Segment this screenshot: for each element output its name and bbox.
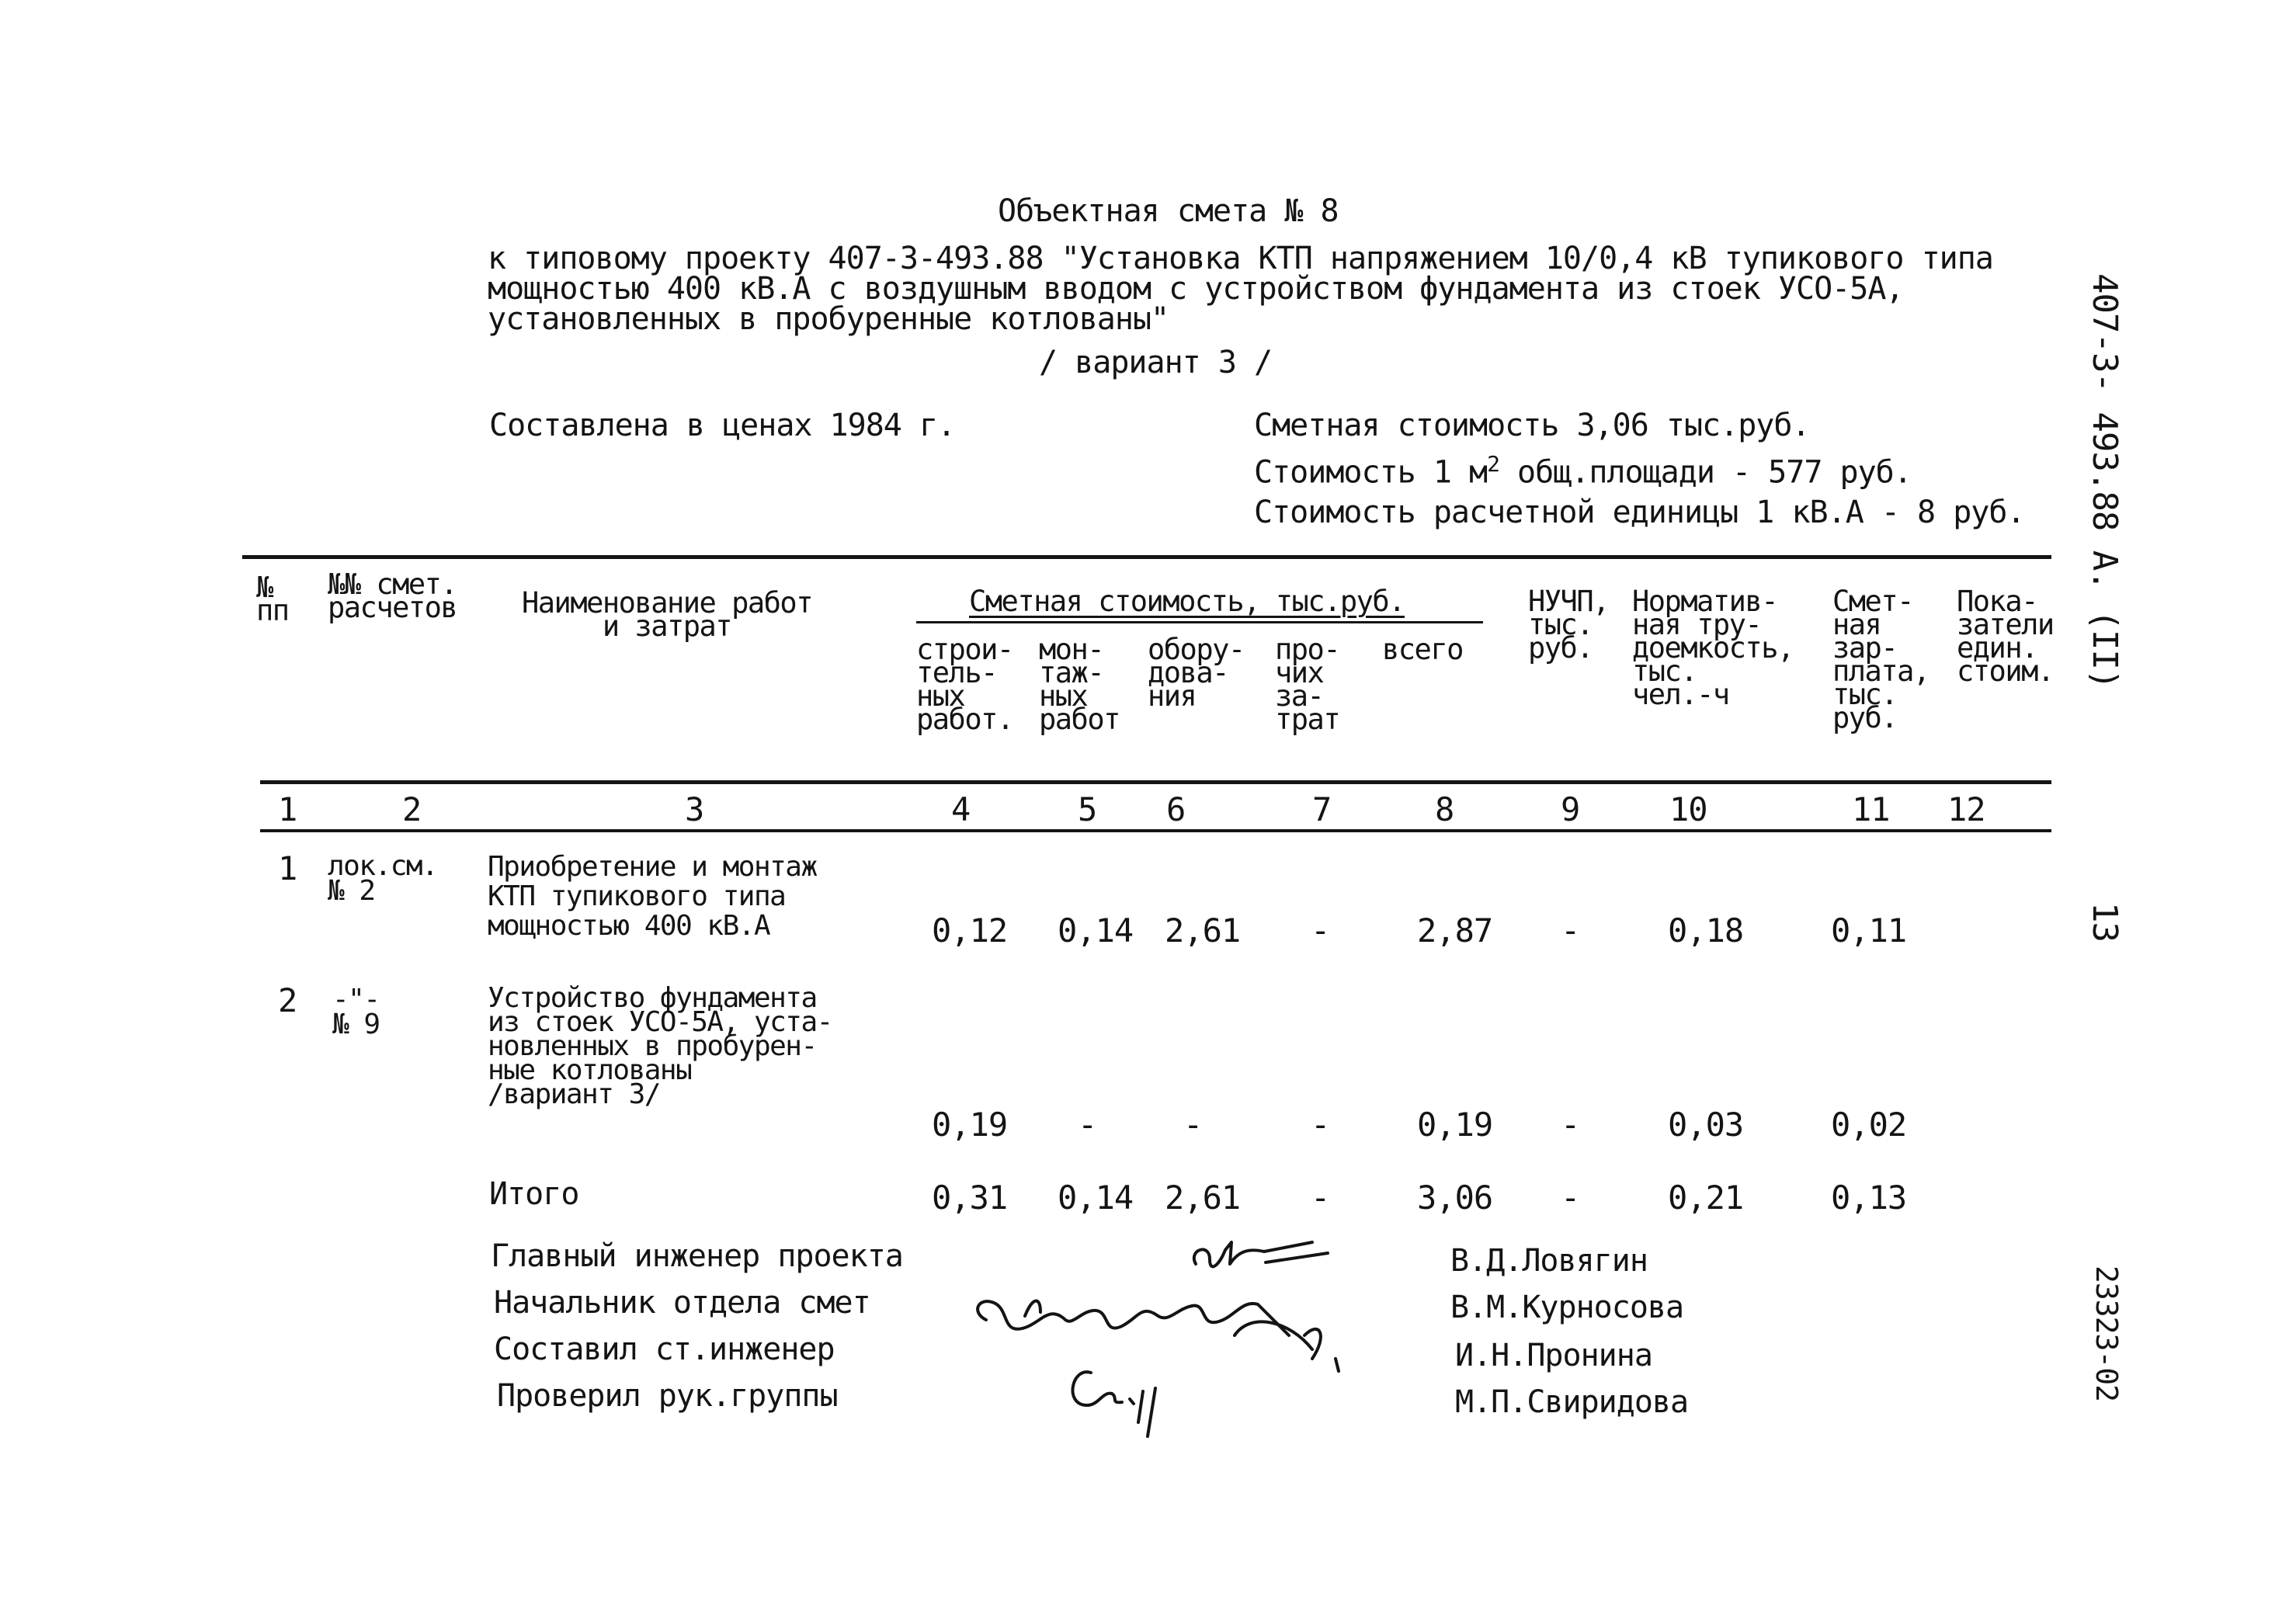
signature-role-compiler: Составил ст.инженер	[494, 1332, 835, 1367]
cost-per-m2-suffix: общ.площади - 577 руб.	[1499, 454, 1912, 491]
col-number-1: 1	[278, 790, 297, 828]
signature-name-department-head: В.М.Курносова	[1450, 1290, 1684, 1325]
total-other: -	[1311, 1179, 1330, 1217]
header-unit-cost: Пока- затели един. стоим.	[1957, 585, 2054, 688]
total-nuchp: -	[1561, 1179, 1580, 1217]
total-construction: 0,31	[932, 1179, 1008, 1217]
margin-doc-code: 407-3- 493.88 А. (II)	[2085, 273, 2124, 689]
row-1-other: -	[1311, 911, 1330, 950]
col-number-11: 11	[1852, 790, 1890, 828]
total-wages: 0,13	[1831, 1179, 1907, 1217]
header-nuchp: НУЧП, тыс. руб.	[1528, 585, 1609, 665]
group-header-underline	[916, 621, 1483, 623]
header-labor-norm: Норматив- ная тру- доемкость, тыс. чел.-ч	[1632, 585, 1794, 711]
total-total: 3,06	[1417, 1179, 1493, 1217]
signature-name-chief-engineer: В.Д.Ловягин	[1450, 1243, 1648, 1279]
col-number-5: 5	[1078, 790, 1097, 828]
row-2-other: -	[1311, 1106, 1330, 1144]
col-number-7: 7	[1312, 790, 1332, 828]
row-1-name: Приобретение и монтаж КТП тупикового типа мощностью 400 кВ.А	[488, 851, 817, 942]
row-1-equipment: 2,61	[1165, 911, 1241, 950]
col-number-10: 10	[1669, 790, 1707, 828]
row-1-ref: лок.см. № 2	[328, 850, 438, 907]
row-1-construction: 0,12	[932, 911, 1008, 950]
signature-name-compiler: И.Н.Пронина	[1455, 1338, 1652, 1373]
handwritten-signatures	[963, 1219, 1398, 1460]
row-2-installation: -	[1078, 1106, 1097, 1144]
col-number-6: 6	[1166, 790, 1186, 828]
header-wages: Смет- ная зар- плата, тыс. руб.	[1832, 585, 1930, 734]
col-numbers-bottom-rule	[260, 829, 2051, 832]
header-equipment: обору- дова- ния	[1148, 633, 1245, 713]
signature-name-checker: М.П.Свиридова	[1455, 1384, 1689, 1420]
row-1-labor: 0,18	[1668, 911, 1744, 950]
header-construction: строи- тель- ных работ.	[916, 633, 1013, 736]
row-1-wages: 0,11	[1831, 911, 1907, 950]
cost-per-m2-sup: 2	[1487, 451, 1499, 477]
col-number-8: 8	[1435, 790, 1454, 828]
cost-per-m2	[1254, 451, 1912, 491]
header-row-no: № пп	[256, 571, 289, 627]
doc-title: Объектная смета № 8	[998, 193, 1339, 229]
row-2-name: Устройство фундамента из стоек УСО-5А, уста- новленных в пробурен- ные котлованы /вариант 3/	[488, 982, 832, 1110]
margin-inventory-number: 23323-02	[2089, 1266, 2124, 1402]
header-bottom-rule	[260, 780, 2051, 784]
doc-description-line-2: мощностью 400 кВ.А с воздушным вводом с устройством фундамента из стоек УСО-5А,	[488, 271, 1904, 307]
signature-role-checker: Проверил рук.группы	[497, 1378, 838, 1414]
row-2-total: 0,19	[1417, 1106, 1493, 1144]
doc-description-line-1: к типовому проекту 407-3-493.88 "Установка КТП напряжением 10/0,4 кВ тупикового типа	[488, 241, 1993, 276]
col-number-12: 12	[1947, 790, 1985, 828]
row-2-equipment: -	[1183, 1106, 1203, 1144]
header-other: про- чих за- трат	[1275, 633, 1340, 736]
row-2-ref: -"- № 9	[332, 984, 380, 1040]
col-number-9: 9	[1561, 790, 1580, 828]
signature-role-department-head: Начальник отдела смет	[494, 1285, 870, 1321]
signature-role-chief-engineer: Главный инженер проекта	[491, 1238, 903, 1274]
col-number-2: 2	[402, 790, 422, 828]
prices-note: Составлена в ценах 1984 г.	[489, 408, 956, 443]
total-equipment: 2,61	[1165, 1179, 1241, 1217]
row-1-no: 1	[278, 849, 297, 887]
margin-page-number: 13	[2085, 902, 2124, 942]
doc-description-line-3: установленных в пробуренные котлованы"	[488, 301, 1169, 337]
total-installation: 0,14	[1058, 1179, 1134, 1217]
row-2-no: 2	[278, 981, 297, 1019]
row-2-construction: 0,19	[932, 1106, 1008, 1144]
cost-total: Сметная стоимость 3,06 тыс.руб.	[1254, 408, 1810, 443]
col-number-4: 4	[951, 790, 971, 828]
doc-variant: / вариант 3 /	[1039, 345, 1273, 380]
cost-per-m2-prefix: Стоимость 1 м	[1254, 454, 1488, 491]
row-1-nuchp: -	[1561, 911, 1580, 950]
total-labor: 0,21	[1668, 1179, 1744, 1217]
row-1-total: 2,87	[1417, 911, 1493, 950]
header-installation: мон- таж- ных работ	[1039, 633, 1120, 736]
table-top-rule	[242, 555, 2051, 559]
header-total: всего	[1382, 633, 1463, 666]
row-2-labor: 0,03	[1668, 1106, 1744, 1144]
total-label: Итого	[489, 1176, 579, 1212]
col-number-3: 3	[685, 790, 704, 828]
row-2-nuchp: -	[1561, 1106, 1580, 1144]
header-work-name: Наименование работ и затрат	[522, 586, 812, 643]
cost-per-unit: Стоимость расчетной единицы 1 кВ.А - 8 руб.	[1254, 495, 2025, 530]
row-2-wages: 0,02	[1831, 1106, 1907, 1144]
header-cost-group: Сметная стоимость, тыс.руб.	[969, 585, 1405, 618]
header-estimate-ref: №№ смет. расчетов	[328, 568, 457, 624]
row-1-installation: 0,14	[1058, 911, 1134, 950]
